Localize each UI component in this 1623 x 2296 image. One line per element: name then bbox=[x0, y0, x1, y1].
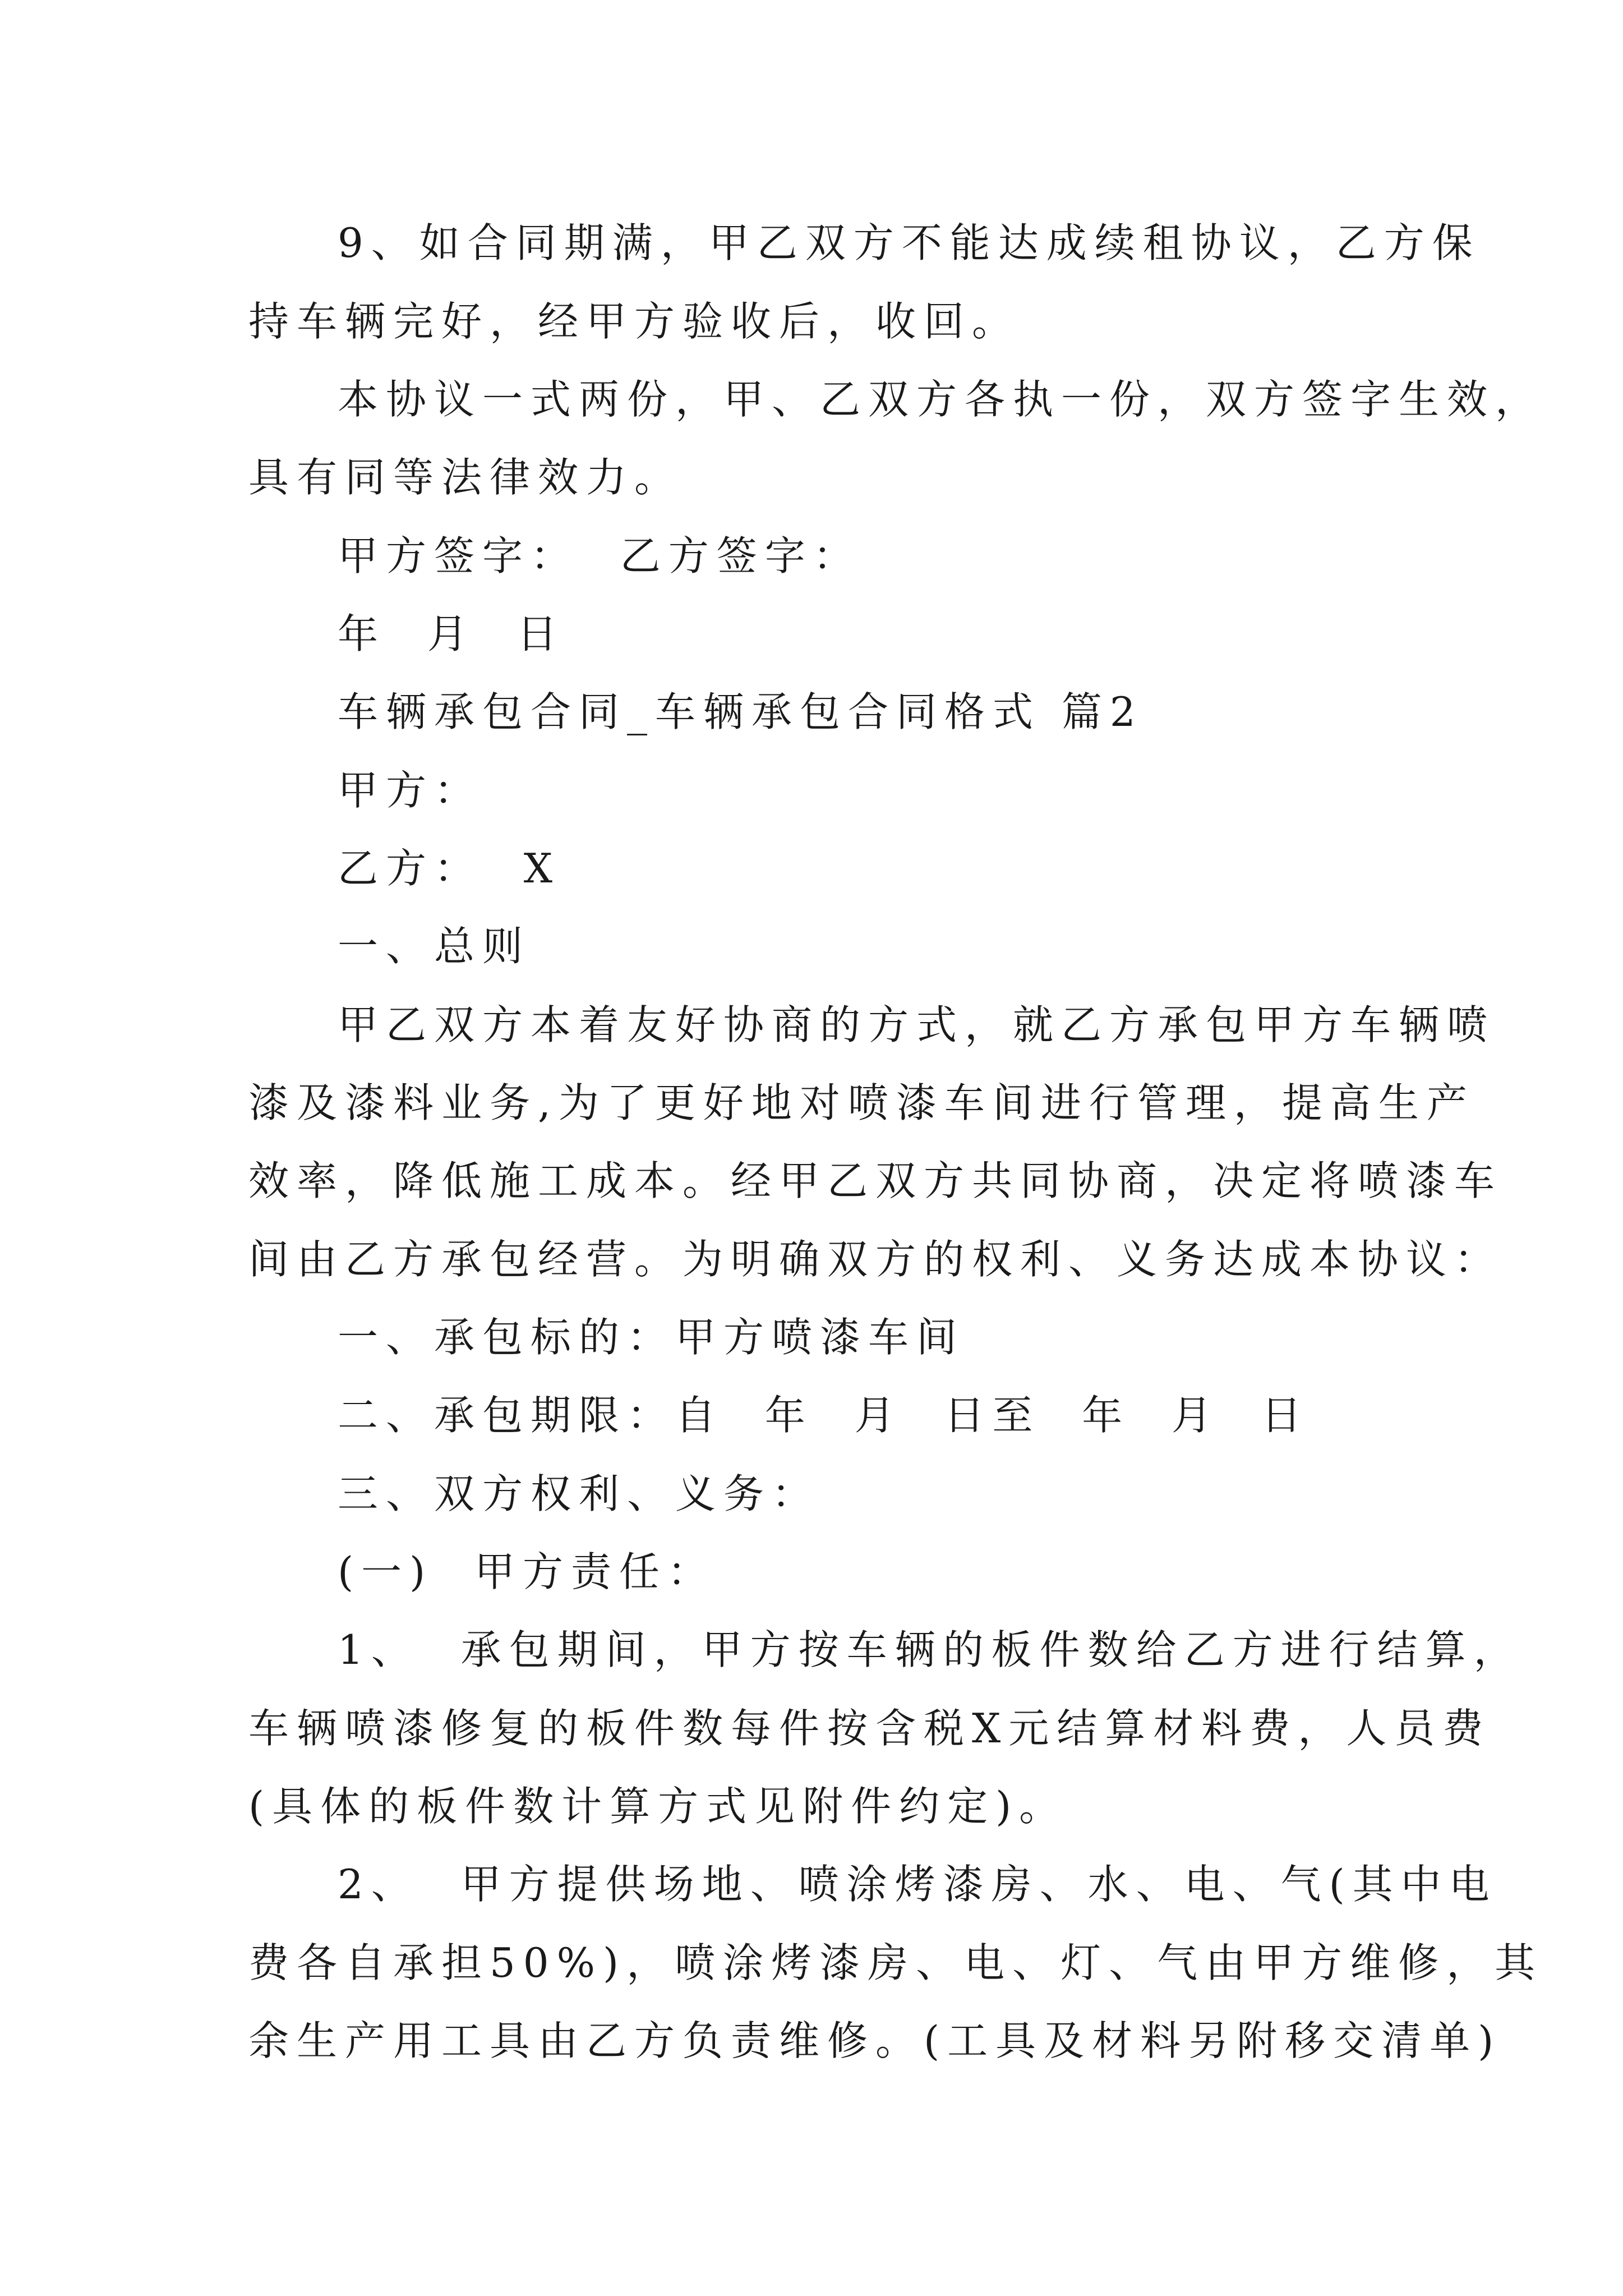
contract-subject-line: 一、承包标的：甲方喷漆车间 bbox=[338, 1314, 965, 1361]
party-b-line: 乙方： X bbox=[338, 845, 561, 892]
contract-term-line: 二、承包期限：自 年 月 日至 年 月 日 bbox=[338, 1392, 1310, 1439]
date-line: 年 月 日 bbox=[338, 610, 565, 657]
section-title: 车辆承包合同_车辆承包合同格式 篇2 bbox=[338, 688, 1144, 735]
duty-2-line-1: 2、 甲方提供场地、喷涂烤漆房、水、电、气(其中电 bbox=[338, 1861, 1497, 1908]
general-paragraph-line-3: 效率，降低施工成本。经甲乙双方共同协商，决定将喷漆车 bbox=[248, 1157, 1503, 1204]
duty-1-line-3: (具体的板件数计算方式见附件约定)。 bbox=[248, 1783, 1068, 1830]
clause-9-line-2: 持车辆完好，经甲方验收后，收回。 bbox=[248, 298, 1021, 345]
duty-1-line-2: 车辆喷漆修复的板件数每件按含税X元结算材料费，人员费 bbox=[248, 1705, 1491, 1752]
duty-2-line-3: 余生产用工具由乙方负责维修。(工具及材料另附移交清单) bbox=[248, 2017, 1502, 2064]
copies-clause-line-2: 具有同等法律效力。 bbox=[248, 454, 683, 501]
duty-2-line-2: 费各自承担50%)，喷涂烤漆房、电、灯、气由甲方维修，其 bbox=[248, 1939, 1543, 1986]
signature-line: 甲方签字： 乙方签字： bbox=[338, 532, 861, 579]
general-paragraph-line-2: 漆及漆料业务,为了更好地对喷漆车间进行管理，提高生产 bbox=[248, 1079, 1475, 1126]
general-paragraph-line-1: 甲乙双方本着友好协商的方式，就乙方承包甲方车辆喷 bbox=[338, 1001, 1496, 1048]
party-a-duties-heading: (一) 甲方责任： bbox=[338, 1548, 716, 1595]
general-paragraph-line-4: 间由乙方承包经营。为明确双方的权利、义务达成本协议： bbox=[248, 1236, 1503, 1283]
clause-9-line-1: 9、如合同期满，甲乙双方不能达成续租协议，乙方保 bbox=[338, 219, 1481, 266]
copies-clause-line-1: 本协议一式两份，甲、乙双方各执一份，双方签字生效， bbox=[338, 376, 1544, 423]
rights-obligations-heading: 三、双方权利、义务： bbox=[338, 1470, 820, 1517]
duty-1-line-1: 1、 承包期间，甲方按车辆的板件数给乙方进行结算， bbox=[338, 1626, 1522, 1673]
general-heading: 一、总则 bbox=[338, 923, 531, 970]
party-a-line: 甲方： bbox=[338, 767, 483, 814]
